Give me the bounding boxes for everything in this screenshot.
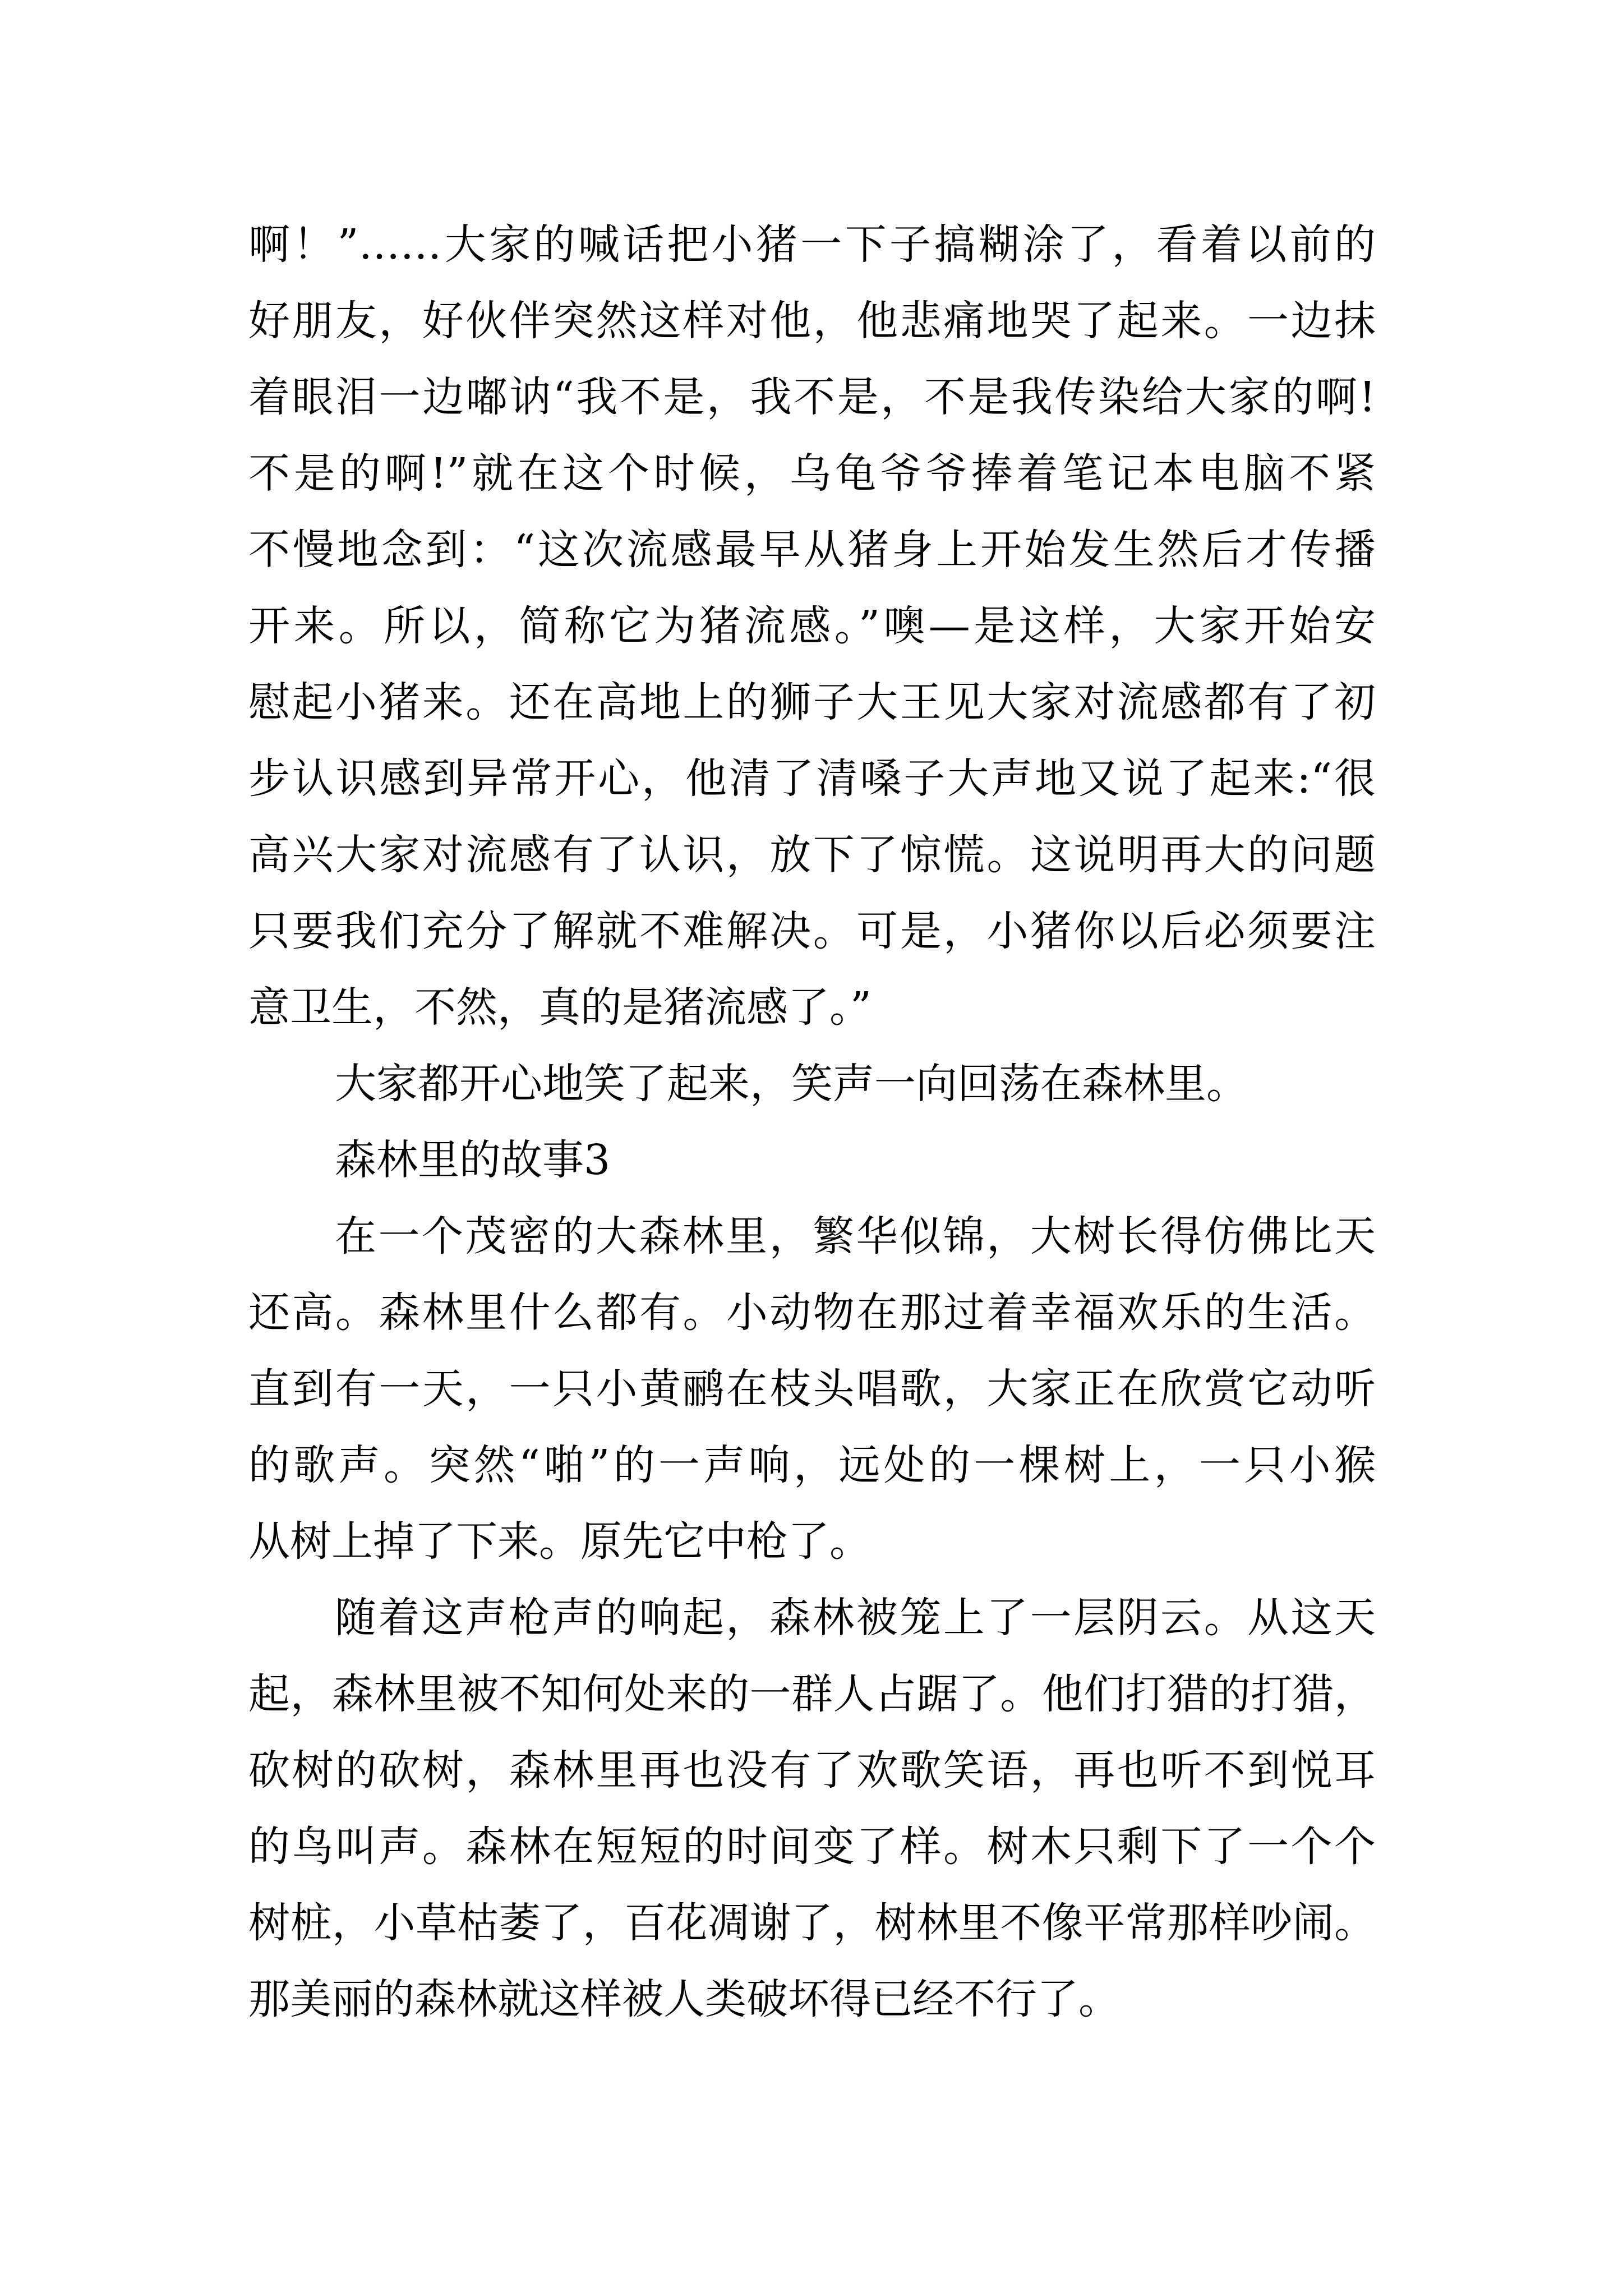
text-line: 直到有一天，一只小黄鹂在枝头唱歌，大家正在欣赏它动听 bbox=[248, 1365, 1376, 1413]
text-line: 意卫生，不然，真的是猪流感了。” bbox=[248, 983, 872, 1032]
text-line: 的鸟叫声。森林在短短的时间变了样。树木只剩下了一个个 bbox=[248, 1823, 1376, 1871]
text-line: 大家都开心地笑了起来，笑声一向回荡在森林里。 bbox=[335, 1060, 1248, 1108]
text-line: 着眼泪一边嘟讷“我不是，我不是，不是我传染给大家的啊! bbox=[248, 373, 1376, 421]
text-line: 啊！”……大家的喊话把小猪一下子搞糊涂了，看着以前的 bbox=[248, 220, 1376, 269]
text-line: 那美丽的森林就这样被人类破坏得已经不行了。 bbox=[248, 1975, 1120, 2023]
text-line: 高兴大家对流感有了认识，放下了惊慌。这说明再大的问题 bbox=[248, 831, 1376, 879]
text-line: 步认识感到异常开心，他清了清嗓子大声地又说了起来:“很 bbox=[248, 754, 1376, 803]
text-line: 慰起小猪来。还在高地上的狮子大王见大家对流感都有了初 bbox=[248, 678, 1376, 726]
text-line: 不慢地念到：“这次流感最早从猪身上开始发生然后才传播 bbox=[248, 526, 1376, 574]
text-line: 森林里的故事3 bbox=[335, 1136, 611, 1184]
text-line: 在一个茂密的大森林里，繁华似锦，大树长得仿佛比天 bbox=[335, 1212, 1376, 1260]
text-column bbox=[248, 206, 1376, 2037]
text-line: 树桩，小草枯萎了，百花凋谢了，树林里不像平常那样吵闹。 bbox=[248, 1899, 1376, 1947]
text-line: 随着这声枪声的响起，森林被笼上了一层阴云。从这天 bbox=[335, 1594, 1376, 1642]
text-line: 好朋友，好伙伴突然这样对他，他悲痛地哭了起来。一边抹 bbox=[248, 297, 1376, 345]
text-line: 只要我们充分了解就不难解决。可是，小猪你以后必须要注 bbox=[248, 907, 1376, 955]
text-line: 不是的啊!”就在这个时候，乌龟爷爷捧着笔记本电脑不紧 bbox=[248, 449, 1376, 498]
text-line: 还高。森林里什么都有。小动物在那过着幸福欢乐的生活。 bbox=[248, 1289, 1376, 1337]
text-line: 砍树的砍树，森林里再也没有了欢歌笑语，再也听不到悦耳 bbox=[248, 1746, 1376, 1795]
text-line: 从树上掉了下来。原先它中枪了。 bbox=[248, 1517, 871, 1566]
text-line: 起，森林里被不知何处来的一群人占踞了。他们打猎的打猎， bbox=[248, 1670, 1376, 1718]
text-line: 开来。所以，简称它为猪流感。”噢—是这样，大家开始安 bbox=[248, 602, 1376, 650]
text-line: 的歌声。突然“啪”的一声响，远处的一棵树上，一只小猴 bbox=[248, 1441, 1376, 1489]
